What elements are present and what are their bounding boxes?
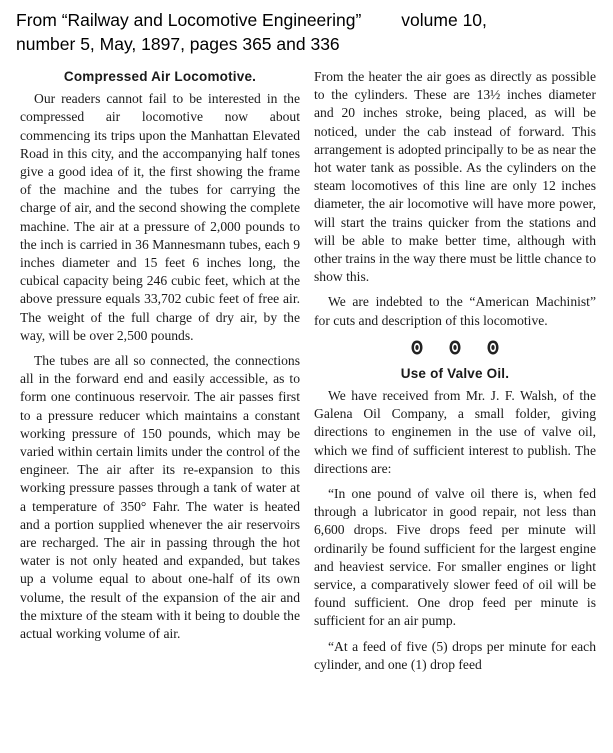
- header-line-1: [16, 8, 606, 32]
- section-divider: [314, 340, 596, 355]
- source-title: From “Railway and Locomotive Engineering”: [16, 10, 362, 30]
- header-line-2: number 5, May, 1897, pages 365 and 336: [16, 34, 340, 54]
- ornament-icon: [411, 340, 423, 355]
- ornament-icon: [487, 340, 499, 355]
- page-header: [16, 8, 606, 56]
- article-paragraph: We have received from Mr. J. F. Walsh, of the Galena Oil Company, a small folder, giving directions to enginemen in the use of valve oil, which we find of sufficient interest to publish. The directions are:: [314, 388, 596, 476]
- ornament-icon: [449, 340, 461, 355]
- article-paragraph: “In one pound of valve oil there is, when fed through a lubricator in good repair, not less than 6,600 drops. Five drops feed per minute will ordinarily be found sufficient for the largest engine and heaviest service. For smaller engines or light service, a comparatively slower feed of oil will be found sufficient. One drop feed per minute is sufficient for an air pump.: [314, 486, 596, 629]
- left-column: [20, 68, 300, 643]
- article-paragraph: The tubes are all so connected, the connections all in the forward end and easily accessible, as to form one continuous reservoir. The air passes first to a pressure reducer which maintains a constant working pressure of 150 pounds, which may be varied within certain limits under the control of the engineer. The air after its re-expansion to this working pressure passes through a tank of water at a temperature of 350° Fahr. The water is heated and a portion supplied whenever the air reservoirs are recharged. The air in passing through the hot water is not only heated and expanded, but takes up a volume equal to about one-half of its own volume, the result of the expansion of the air and the mixture of the steam with it being to double the actual working volume of air.: [20, 353, 300, 642]
- article-title: Use of Valve Oil.: [400, 365, 510, 381]
- article-title: Compressed Air Locomotive.: [63, 69, 257, 84]
- article-paragraph: “At a feed of five (5) drops per minute for each cylinder, and one (1) drop feed: [314, 638, 596, 672]
- source-volume: volume 10,: [401, 10, 487, 30]
- article-paragraph: We are indebted to the “American Machinist” for cuts and description of this locomotive.: [314, 294, 596, 328]
- right-column: [314, 68, 596, 681]
- article-paragraph: From the heater the air goes as directly as possible to the cylinders. These are 13½ inches diameter and 20 inches stroke, being placed, as will be noticed, under the cab instead of forward. This arrangement is adopted principally to be as near the hot water tank as possible. As the cylinders on the steam locomotives of this line are only 12 inches diameter, the air locomotive will have more power, will start the trains quicker from the stations and will be able to make better time, although with other trains in the way there must be little chance to show this.: [314, 69, 596, 285]
- article-paragraph: Our readers cannot fail to be interested in the compressed air locomotive now about commencing its trips upon the Manhattan Elevated Road in this city, and the accompanying half tones give a good idea of it, the first showing the frame of the machine and the tubes for carrying the charge of air, and the second showing the complete machine. The air at a pressure of 2,000 pounds to the inch is carried in 36 Mannesmann tubes, each 9 inches diameter and 15 feet 6 inches long, the cubical capacity being 246 cubic feet, which at the above pressure equals 33,702 cubic feet of free air. The weight of the full charge of dry air, by the way, will be over 2,500 pounds.: [20, 91, 300, 343]
